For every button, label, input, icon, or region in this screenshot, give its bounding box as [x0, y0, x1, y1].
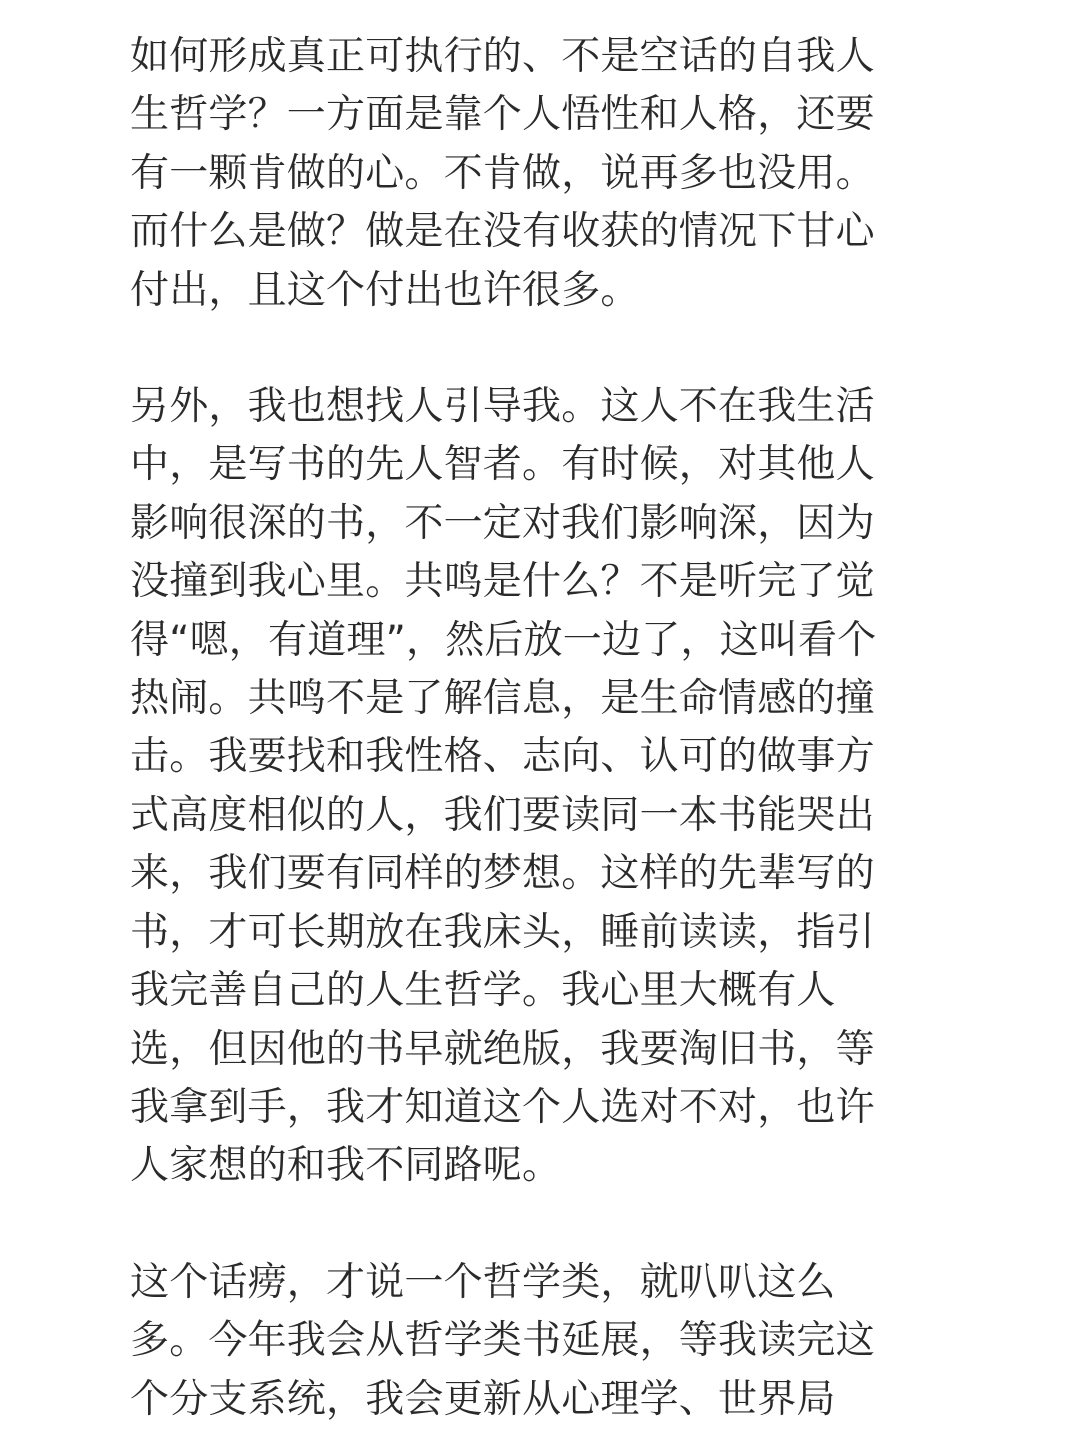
paragraph-3: [130, 1254, 930, 1429]
paragraph-spacer: [130, 1196, 930, 1254]
text-line: 个分支系统，我会更新从心理学、世界局: [130, 1376, 836, 1422]
text-line: 来，我们要有同样的梦想。这样的先辈写的: [130, 851, 875, 897]
paragraph-1: [130, 28, 930, 320]
text-line: 付出，且这个付出也许很多。: [130, 267, 640, 313]
text-line: 另外，我也想找人引导我。这人不在我生活: [130, 384, 875, 430]
text-line: 而什么是做？做是在没有收获的情况下甘心: [130, 209, 875, 255]
paragraph-spacer: [130, 320, 930, 378]
text-line: 生哲学？一方面是靠个人悟性和人格，还要: [130, 92, 875, 138]
text-line: 多。今年我会从哲学类书延展，等我读完这: [130, 1318, 875, 1364]
text-line: 人家想的和我不同路呢。: [130, 1143, 562, 1189]
paragraph-2: [130, 378, 930, 1196]
text-line: 我拿到手，我才知道这个人选对不对，也许: [130, 1084, 875, 1130]
article-body: [130, 28, 930, 1429]
text-line: 选，但因他的书早就绝版，我要淘旧书，等: [130, 1026, 875, 1072]
text-line: 有一颗肯做的心。不肯做，说再多也没用。: [130, 150, 875, 196]
text-line: 中，是写书的先人智者。有时候，对其他人: [130, 442, 875, 488]
text-line: 影响很深的书，不一定对我们影响深，因为: [130, 500, 875, 546]
text-line: 击。我要找和我性格、志向、认可的做事方: [130, 734, 875, 780]
text-line: 我完善自己的人生哲学。我心里大概有人: [130, 968, 836, 1014]
text-line: 式高度相似的人，我们要读同一本书能哭出: [130, 792, 875, 838]
text-line: 书，才可长期放在我床头，睡前读读，指引: [130, 909, 875, 955]
text-line: 得“嗯，有道理”，然后放一边了，这叫看个: [130, 617, 877, 663]
text-line: 没撞到我心里。共鸣是什么？不是听完了觉: [130, 559, 875, 605]
text-line: 热闹。共鸣不是了解信息，是生命情感的撞: [130, 676, 875, 722]
text-line: 这个话痨，才说一个哲学类，就叭叭这么: [130, 1259, 836, 1305]
text-line: 如何形成真正可执行的、不是空话的自我人: [130, 34, 875, 79]
